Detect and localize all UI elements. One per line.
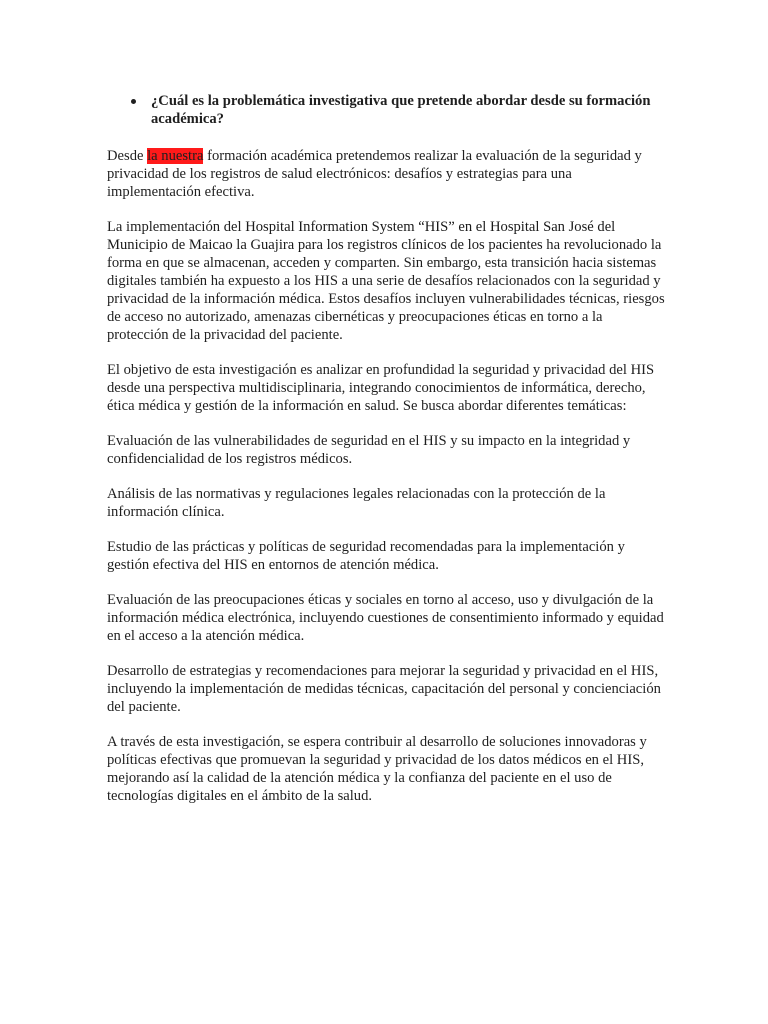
paragraph-implementation	[107, 218, 667, 344]
paragraph-objective: El objetivo de esta investigación es analizar en profundidad la seguridad y privacidad del HIS desde una perspectiva multidisciplinaria, integrando conocimientos de informática, derecho, ética médica y gestión de la información en salud. Se busca abordar diferentes temáticas:	[107, 362, 655, 414]
paragraph-topic-strategies: Desarrollo de estrategias y recomendaciones para mejorar la seguridad y privacidad en el HIS, incluyendo la implementación de medidas técnicas, capacitación del personal y concienciación del paciente.	[107, 663, 661, 715]
highlighted-text: la nuestra	[147, 148, 204, 164]
paragraph-intro	[107, 147, 667, 201]
implementation-pre: La implementación del	[107, 219, 246, 235]
document-page	[107, 92, 667, 822]
implementation-emph: Hospital Information System “HIS” en el Hospital San José del Municipio de Maicao la Guajira para los registros clínicos de los pacientes	[107, 219, 616, 253]
paragraph-topic-vulnerabilities: Evaluación de las vulnerabilidades de seguridad en el HIS y su impacto en la integridad y confidencialidad de los registros médicos.	[107, 433, 631, 467]
paragraph-conclusion: A través de esta investigación, se espera contribuir al desarrollo de soluciones innovadoras y políticas efectivas que promuevan la seguridad y privacidad de los datos médicos en el HIS, mejorando así la calidad de la atención médica y la confianza del paciente en el uso de tecnologías digitales en el ámbito de la salud.	[107, 734, 647, 804]
paragraph-topic-practices: Estudio de las prácticas y políticas de seguridad recomendadas para la implementación y gestión efectiva del HIS en entornos de atención médica.	[107, 539, 625, 573]
implementation-post: ha revolucionado la forma en que se almacenan, acceden y comparten. Sin embargo, esta transición hacia sistemas digitales también ha expuesto a los HIS a una serie de desafíos relacionados con la seguridad y privacidad de la información médica. Estos desafíos incluyen vulnerabilidades técnicas, riesgos de acceso no autorizado, amenazas cibernéticas y preocupaciones éticas en torno a la protección de la privacidad del paciente.	[107, 237, 665, 343]
question-bullet	[151, 92, 667, 128]
intro-post: formación académica pretendemos realizar la evaluación de la seguridad y privacidad de los registros de salud electrónicos: desafíos y estrategias para una implementación efectiva.	[107, 148, 642, 200]
paragraph-topic-regulations: Análisis de las normativas y regulaciones legales relacionadas con la protección de la información clínica.	[107, 486, 606, 520]
bullet-dot-icon	[131, 99, 136, 104]
question-text: ¿Cuál es la problemática investigativa que pretende abordar desde su formación académica?	[151, 93, 651, 127]
paragraph-topic-ethics: Evaluación de las preocupaciones éticas y sociales en torno al acceso, uso y divulgación de la información médica electrónica, incluyendo cuestiones de consentimiento informado y equidad en el acceso a la atención médica.	[107, 592, 664, 644]
intro-pre: Desde	[107, 148, 148, 164]
